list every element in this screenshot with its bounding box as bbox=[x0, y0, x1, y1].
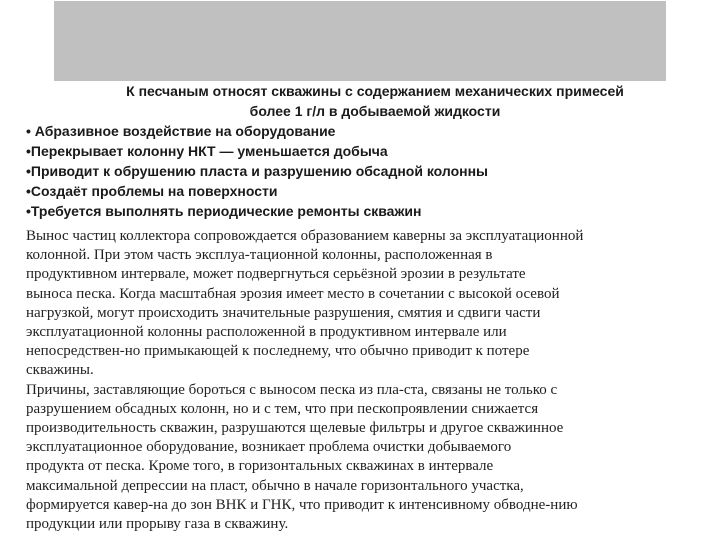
bullet-item: • Абразивное воздействие на оборудование bbox=[26, 123, 336, 139]
heading-line: К песчаным относят скважины с содержанием механических примесей bbox=[126, 83, 624, 99]
text-line: непосредствен-но примыкающей к последнему, что обычно приводит к потере bbox=[26, 343, 530, 360]
bullet-item: •Создаёт проблемы на поверхности bbox=[26, 183, 278, 199]
slide-text-block bbox=[0, 81, 720, 221]
text-line: выноса песка. Когда масштабная эрозия имеет место в сочетании с высокой осевой bbox=[26, 285, 560, 302]
text-line: максимальной депрессии на пласт, обычно в начале горизонтального участка, bbox=[26, 477, 524, 494]
text-line: Вынос частиц коллектора сопровождается образованием каверны за эксплуатационной bbox=[26, 228, 584, 244]
text-line: эксплуатационное оборудование, возникает проблема очистки добываемого bbox=[26, 439, 512, 456]
text-line: скважины. bbox=[26, 362, 94, 379]
text-line: продуктивном интервале, может подвергнуться серьёзной эрозии в результате bbox=[26, 266, 526, 283]
heading-line: более 1 г/л в добываемой жидкости bbox=[249, 103, 501, 119]
article-body bbox=[26, 227, 718, 534]
text-line: формируется кавер-на до зон ВНК и ГНК, что приводит к интенсивному обводне-нию bbox=[26, 496, 578, 513]
text-line: разрушением обсадных колонн, но и с тем, что при пескопроявлении снижается bbox=[26, 400, 539, 417]
text-line: продукции или прорыву газа в скважину. bbox=[26, 516, 289, 533]
text-line: колонной. При этом часть эксплуа-тационной колонны, расположенная в bbox=[26, 247, 493, 264]
bullet-list bbox=[0, 121, 720, 221]
bullet-item: •Перекрывает колонну НКТ — уменьшается добыча bbox=[26, 143, 388, 159]
text-line: нагрузкой, могут происходить значительные разрушения, смятия и сдвиги части bbox=[26, 304, 541, 321]
article-paragraph-sand-erosion bbox=[26, 227, 718, 381]
slide-header-banner bbox=[54, 1, 666, 81]
text-line: производительность скважин, разрушаются щелевые фильтры и другое скважинное bbox=[26, 420, 564, 437]
bullet-item: •Приводит к обрушению пласта и разрушению обсадной колонны bbox=[26, 163, 488, 179]
text-line: Причины, заставляющие бороться с выносом песка из пла-ста, связаны не только с bbox=[26, 381, 558, 398]
slide-heading bbox=[0, 81, 670, 121]
article-paragraph-reasons bbox=[26, 381, 718, 535]
bullet-item: •Требуется выполнять периодические ремонты скважин bbox=[26, 203, 422, 219]
text-line: продукта от песка. Кроме того, в горизонтальных скважинах в интервале bbox=[26, 458, 494, 475]
text-line: эксплуатационной колонны расположенной в продуктивном интервале или bbox=[26, 324, 507, 341]
